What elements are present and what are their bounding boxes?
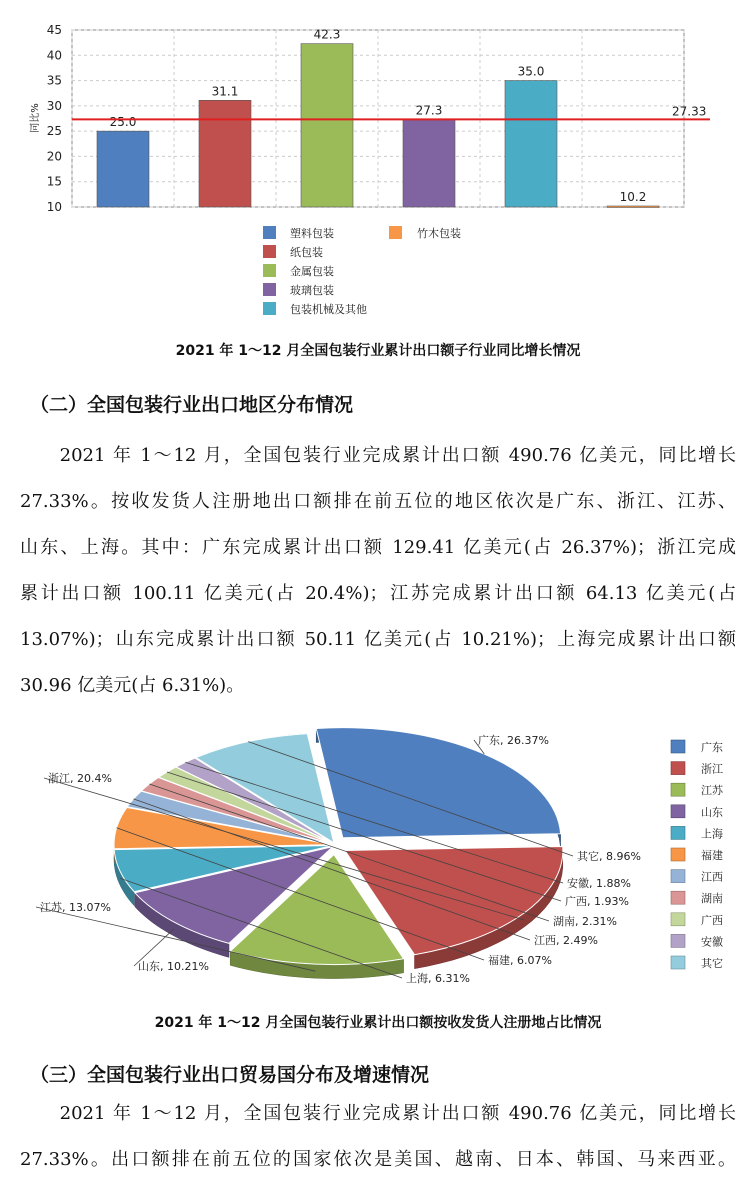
legend-swatch	[671, 891, 685, 904]
legend-swatch	[263, 283, 276, 296]
bar-value-label: 35.0	[517, 64, 545, 79]
bar-value-label: 42.3	[313, 27, 341, 42]
legend-label: 纸包装	[290, 246, 323, 259]
legend-label: 湖南	[701, 892, 723, 906]
y-axis-label: 同比%	[30, 103, 41, 133]
legend-swatch	[263, 245, 276, 258]
y-tick-label: 20	[46, 149, 62, 164]
bar	[301, 44, 353, 207]
legend-label: 山东	[701, 805, 723, 819]
pie-slice-label: 广东, 26.37%	[478, 734, 549, 747]
paragraph-line: 13.07%)；山东完成累计出口额 50.11 亿美元(占 10.21%)；上海完成累计出口额	[20, 629, 736, 650]
pie-slice-label: 福建, 6.07%	[488, 954, 552, 967]
legend-swatch	[389, 226, 402, 239]
bar-value-label: 27.3	[415, 103, 443, 118]
pie-slice-label: 浙江, 20.4%	[48, 772, 112, 785]
legend-swatch	[671, 762, 685, 775]
pie-slice-label: 山东, 10.21%	[138, 960, 209, 973]
legend-swatch	[671, 740, 685, 753]
legend-swatch	[671, 805, 685, 818]
y-tick-label: 25	[46, 124, 62, 139]
paragraph-line: 27.33%。按收发货人注册地出口额排在前五位的地区依次是广东、浙江、江苏、	[20, 491, 736, 512]
legend-swatch	[671, 870, 685, 883]
legend-swatch	[263, 264, 276, 277]
legend-swatch	[671, 913, 685, 926]
paragraph-line: 山东、上海。其中：广东完成累计出口额 129.41 亿美元(占 26.37%)；浙江完成	[20, 537, 736, 558]
pie-chart-legend	[671, 740, 724, 970]
pie-chart	[0, 720, 756, 1005]
y-tick-label: 35	[46, 73, 62, 88]
pie-chart-slices	[114, 728, 563, 979]
legend-label: 江西	[701, 870, 723, 884]
pie-slice-label: 广西, 1.93%	[565, 895, 629, 908]
legend-label: 广东	[701, 741, 723, 754]
bar-value-label: 10.2	[619, 189, 647, 204]
section-3-heading: （三）全国包装行业出口贸易国分布及增速情况	[30, 1064, 430, 1086]
legend-swatch	[263, 302, 276, 315]
y-tick-label: 45	[46, 23, 62, 37]
paragraph-line: 30.96 亿美元(占 6.31%)。	[20, 675, 245, 696]
paragraph-line: 27.33%。出口额排在前五位的国家依次是美国、越南、日本、韩国、马来西亚。	[20, 1149, 736, 1170]
bar-value-label: 25.0	[109, 115, 137, 130]
legend-swatch	[671, 848, 685, 861]
pie-slice-label: 上海, 6.31%	[406, 972, 470, 985]
reference-line-label: 27.33	[672, 104, 707, 119]
bar	[199, 100, 251, 207]
legend-swatch	[263, 226, 276, 239]
legend-label: 竹木包装	[417, 227, 461, 240]
legend-label: 福建	[701, 849, 723, 862]
pie-chart-caption: 2021 年 1～12 月全国包装行业累计出口额按收发货人注册地占比情况	[154, 1015, 602, 1031]
pie-slice-label: 安徽, 1.88%	[567, 877, 631, 890]
legend-label: 江苏	[701, 784, 723, 798]
legend-label: 塑料包装	[290, 227, 334, 240]
legend-label: 玻璃包装	[290, 284, 334, 297]
legend-swatch	[671, 783, 685, 796]
pie-slice-label: 江西, 2.49%	[534, 934, 598, 947]
pie-slice-label: 湖南, 2.31%	[553, 915, 617, 928]
y-tick-label: 10	[46, 200, 62, 214]
legend-swatch	[671, 934, 685, 947]
legend-swatch	[671, 826, 685, 839]
legend-label: 金属包装	[290, 265, 334, 278]
bar	[607, 206, 659, 208]
legend-label: 包装机械及其他	[290, 303, 367, 316]
legend-swatch	[671, 956, 685, 969]
bar-chart-legend	[263, 226, 461, 316]
paragraph-line: 累计出口额 100.11 亿美元(占 20.4%)；江苏完成累计出口额 64.13 亿美元(占	[20, 583, 736, 604]
legend-label: 广西	[701, 913, 723, 927]
pie-slice-label: 其它, 8.96%	[577, 850, 641, 863]
bar-value-label: 31.1	[211, 84, 239, 99]
y-tick-label: 40	[46, 48, 62, 63]
y-tick-label: 15	[46, 174, 62, 189]
bar-chart	[0, 0, 756, 320]
section-2-heading: （二）全国包装行业出口地区分布情况	[30, 394, 354, 416]
pie-slice-label: 江苏, 13.07%	[40, 901, 111, 914]
legend-label: 其它	[701, 957, 723, 970]
bar	[505, 81, 557, 207]
legend-label: 上海	[701, 827, 723, 841]
paragraph-line: 2021 年 1～12 月，全国包装行业完成累计出口额 490.76 亿美元，同比增长	[20, 445, 736, 466]
bar	[97, 131, 149, 207]
bar-chart-caption: 2021 年 1～12 月全国包装行业累计出口额子行业同比增长情况	[175, 343, 581, 359]
legend-label: 浙江	[701, 762, 723, 776]
legend-label: 安徽	[701, 935, 723, 949]
paragraph-line: 2021 年 1～12 月，全国包装行业完成累计出口额 490.76 亿美元，同比增长	[20, 1103, 736, 1124]
bar	[403, 120, 455, 207]
y-tick-label: 30	[46, 98, 62, 113]
